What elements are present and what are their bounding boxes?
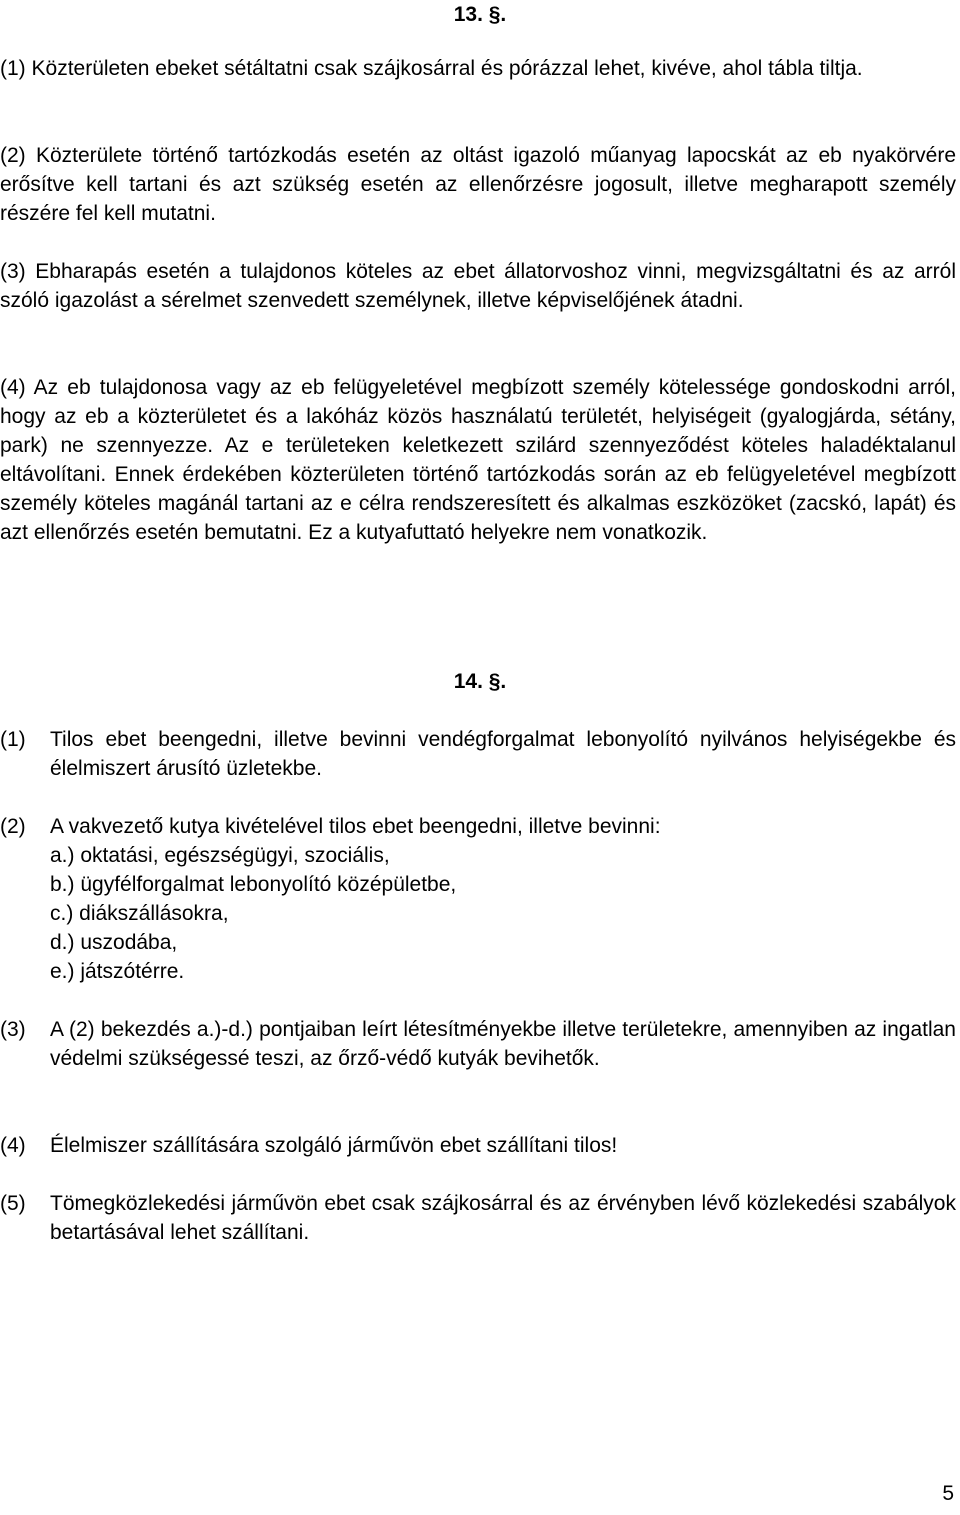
section-14-paragraph-3 bbox=[0, 1015, 956, 1073]
page-number: 5 bbox=[942, 1482, 954, 1505]
list-item: e.) játszótérre. bbox=[50, 960, 185, 983]
section-13-paragraph-4 bbox=[0, 373, 956, 547]
paragraph-text: Közterülete történő tartózkodás esetén az oltást igazoló műanyag lapocskát az eb nyakörvére erősítve kell tartani és azt szükség esetén az ellenőrzésre jogosult, illetve megharapott személy részére fel kell mutatni. bbox=[0, 144, 956, 225]
paragraph-number: (2) bbox=[0, 815, 26, 838]
section-13-paragraph-1 bbox=[0, 54, 956, 83]
paragraph-number: (4) bbox=[0, 1134, 26, 1157]
section-14-paragraph-5 bbox=[0, 1189, 956, 1247]
list-item: b.) ügyfélforgalmat lebonyolító középületbe, bbox=[50, 873, 457, 896]
paragraph-text: Tilos ebet beengedni, illetve bevinni vendégforgalmat lebonyolító nyilvános helyiségekbe és élelmiszert árusító üzletekbe. bbox=[50, 728, 956, 780]
paragraph-number: (3) bbox=[0, 1018, 26, 1041]
paragraph-number: (5) bbox=[0, 1192, 26, 1215]
list-item: c.) diákszállásokra, bbox=[50, 902, 229, 925]
section-13-heading: 13. §. bbox=[453, 3, 507, 26]
paragraph-text: A (2) bekezdés a.)-d.) pontjaiban leírt létesítményekbe illetve területekre, amennyiben az ingatlan védelmi szükségessé teszi, az őrző-védő kutyák bevihetők. bbox=[50, 1018, 956, 1070]
paragraph-number: (1) bbox=[0, 57, 26, 80]
section-14-paragraph-2 bbox=[0, 812, 956, 986]
paragraph-number: (1) bbox=[0, 728, 26, 751]
section-14-heading: 14. §. bbox=[453, 670, 507, 693]
list-item: d.) uszodába, bbox=[50, 931, 178, 954]
exception-list bbox=[50, 841, 956, 986]
paragraph-text: Élelmiszer szállítására szolgáló járművön ebet szállítani tilos! bbox=[50, 1134, 618, 1157]
list-item: a.) oktatási, egészségügyi, szociális, bbox=[50, 844, 390, 867]
section-13-paragraph-2 bbox=[0, 141, 956, 228]
paragraph-number: (2) bbox=[0, 144, 26, 167]
section-13-paragraph-3 bbox=[0, 257, 956, 315]
section-14-paragraph-4 bbox=[0, 1131, 956, 1160]
paragraph-text: A vakvezető kutya kivételével tilos ebet beengedni, illetve bevinni: bbox=[50, 815, 661, 838]
paragraph-number: (3) bbox=[0, 260, 26, 283]
paragraph-text: Közterületen ebeket sétáltatni csak szájkosárral és pórázzal lehet, kivéve, ahol tábla tiltja. bbox=[31, 57, 863, 80]
paragraph-number: (4) bbox=[0, 376, 26, 399]
paragraph-text: Tömegközlekedési járművön ebet csak szájkosárral és az érvényben lévő közlekedési szabályok betartásával lehet szállítani. bbox=[50, 1192, 956, 1244]
section-14-paragraph-1 bbox=[0, 725, 956, 783]
paragraph-text: Az eb tulajdonosa vagy az eb felügyeletével megbízott személy kötelessége gondoskodni arról, hogy az eb a közterületet és a lakóház közös használatú területét, helyiségeit (gyalogjárda, sétány, park) ne szennyezze. Az e területeken keletkezett szilárd szennyeződést köteles haladéktalanul eltávolítani. Ennek érdekében közterületen történő tartózkodás során az eb felügyeletével megbízott személy köteles magánál tartani az e célra rendszeresített és alkalmas eszközöket (zacskó, lapát) és azt ellenőrzés esetén bemutatni. Ez a kutyafuttató helyekre nem vonatkozik. bbox=[0, 376, 956, 544]
paragraph-text: Ebharapás esetén a tulajdonos köteles az ebet állatorvoshoz vinni, megvizsgáltatni és az arról szóló igazolást a sérelmet szenvedett személynek, illetve képviselőjének átadni. bbox=[0, 260, 956, 312]
